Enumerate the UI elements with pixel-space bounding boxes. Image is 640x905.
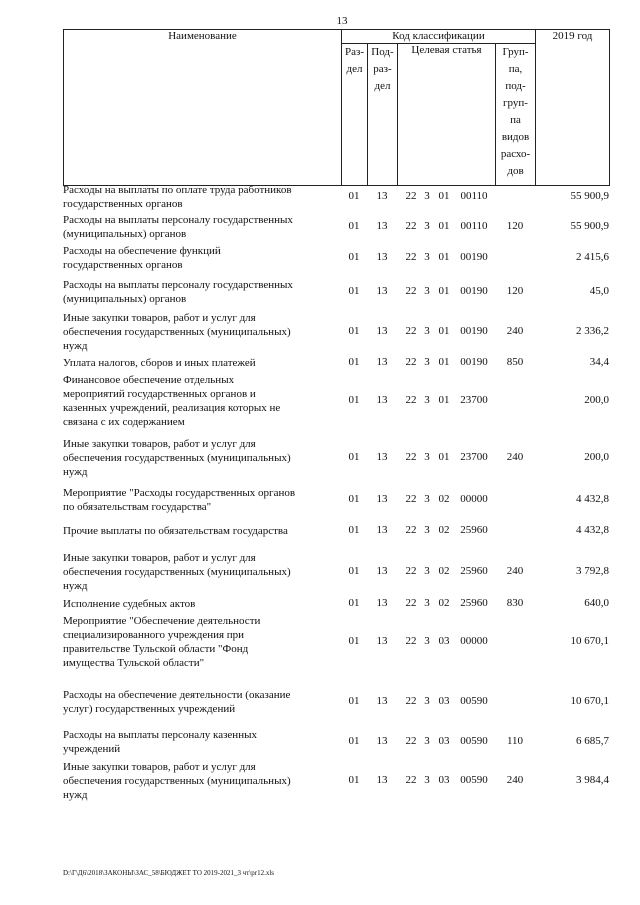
row-code-t2: 3 bbox=[424, 524, 430, 536]
table-row bbox=[63, 551, 609, 593]
row-name-line: услуг) государственных учреждений bbox=[63, 703, 236, 715]
row-name bbox=[63, 356, 341, 370]
podrazdel-line: Под- bbox=[371, 46, 394, 58]
row-code-t1: 22 bbox=[405, 220, 417, 232]
row-code-t4: 00000 bbox=[460, 635, 488, 647]
row-code-p: 13 bbox=[376, 356, 388, 368]
row-code-p: 13 bbox=[376, 695, 388, 707]
row-code-r: 01 bbox=[348, 325, 360, 337]
row-code-t3: 02 bbox=[438, 493, 450, 505]
row-amount: 55 900,9 bbox=[570, 190, 609, 202]
row-amount: 3 984,4 bbox=[576, 774, 609, 786]
row-code-t4: 00000 bbox=[460, 493, 488, 505]
row-name-line: обеспечения государственных (муниципальных) bbox=[63, 566, 291, 578]
row-code-g: 830 bbox=[506, 597, 524, 609]
row-name-line: обеспечения государственных (муниципальных) bbox=[63, 775, 291, 787]
table-row bbox=[63, 213, 609, 241]
row-code-p: 13 bbox=[376, 220, 388, 232]
row-name-line: Мероприятие "Расходы государственных органов bbox=[63, 487, 296, 499]
row-code-t3: 03 bbox=[438, 774, 450, 786]
row-code-t3: 03 bbox=[438, 635, 450, 647]
row-code-r: 01 bbox=[348, 695, 360, 707]
row-code-r: 01 bbox=[348, 220, 360, 232]
row-code-r: 01 bbox=[348, 597, 360, 609]
table-row bbox=[63, 311, 609, 353]
row-code-t2: 3 bbox=[424, 190, 430, 202]
row-name-line: Расходы на выплаты персоналу казенных bbox=[63, 729, 257, 741]
razdel-line: дел bbox=[346, 63, 363, 75]
row-code-t3: 02 bbox=[438, 565, 450, 577]
row-code-g: 120 bbox=[506, 220, 524, 232]
row-name-line: правительстве Тульской области "Фонд bbox=[63, 643, 249, 655]
header-target: Целевая статья bbox=[398, 44, 496, 186]
row-name-line: нужд bbox=[63, 340, 88, 352]
row-code-t3: 02 bbox=[438, 524, 450, 536]
podrazdel-line: дел bbox=[374, 80, 391, 92]
row-code-t4: 23700 bbox=[460, 451, 488, 463]
row-name-line: учреждений bbox=[63, 743, 121, 755]
row-code-t4: 00190 bbox=[460, 356, 488, 368]
row-amount: 640,0 bbox=[584, 597, 609, 609]
row-name-line: обеспечения государственных (муниципальных) bbox=[63, 326, 291, 338]
row-code-p: 13 bbox=[376, 493, 388, 505]
row-code-t3: 02 bbox=[438, 597, 450, 609]
row-name-line: Уплата налогов, сборов и иных платежей bbox=[63, 357, 256, 369]
row-code-t4: 00190 bbox=[460, 285, 488, 297]
table-row bbox=[63, 437, 609, 479]
row-code-t1: 22 bbox=[405, 597, 417, 609]
row-name-line: Иные закупки товаров, работ и услуг для bbox=[63, 552, 256, 564]
row-code-t2: 3 bbox=[424, 565, 430, 577]
row-name-line: Расходы на обеспечение функций bbox=[63, 245, 221, 257]
row-code-t2: 3 bbox=[424, 220, 430, 232]
row-code-p: 13 bbox=[376, 735, 388, 747]
row-code-r: 01 bbox=[348, 394, 360, 406]
page-number: 13 bbox=[336, 15, 348, 27]
row-code-t2: 3 bbox=[424, 325, 430, 337]
row-amount: 3 792,8 bbox=[576, 565, 609, 577]
header-name: Наименование bbox=[64, 30, 342, 186]
row-name bbox=[63, 213, 341, 241]
row-code-p: 13 bbox=[376, 325, 388, 337]
header-podrazdel bbox=[368, 44, 398, 186]
row-code-t1: 22 bbox=[405, 735, 417, 747]
header-group bbox=[496, 44, 536, 186]
row-name-line: Расходы на обеспечение деятельности (оказание bbox=[63, 689, 291, 701]
razdel-line: Раз- bbox=[344, 46, 364, 58]
row-amount: 200,0 bbox=[584, 451, 609, 463]
table-row bbox=[63, 183, 609, 211]
row-code-t4: 00590 bbox=[460, 774, 488, 786]
table-row bbox=[63, 728, 609, 756]
row-code-t1: 22 bbox=[405, 285, 417, 297]
row-code-t3: 03 bbox=[438, 735, 450, 747]
row-code-t1: 22 bbox=[405, 325, 417, 337]
row-name-line: казенных учреждений, реализация которых не bbox=[63, 402, 281, 414]
row-code-r: 01 bbox=[348, 251, 360, 263]
row-code-r: 01 bbox=[348, 493, 360, 505]
row-name bbox=[63, 373, 341, 429]
row-name bbox=[63, 614, 341, 670]
row-code-r: 01 bbox=[348, 285, 360, 297]
row-code-t2: 3 bbox=[424, 394, 430, 406]
row-amount: 10 670,1 bbox=[570, 695, 609, 707]
table-row bbox=[63, 486, 609, 514]
row-code-t4: 00590 bbox=[460, 695, 488, 707]
row-code-t3: 03 bbox=[438, 695, 450, 707]
row-name-line: Мероприятие "Обеспечение деятельности bbox=[63, 615, 261, 627]
row-code-t4: 25960 bbox=[460, 597, 488, 609]
row-name-line: Иные закупки товаров, работ и услуг для bbox=[63, 438, 256, 450]
row-amount: 2 415,6 bbox=[576, 251, 609, 263]
row-code-t2: 3 bbox=[424, 451, 430, 463]
row-name-line: нужд bbox=[63, 789, 88, 801]
group-line: видов bbox=[501, 131, 530, 143]
group-line: па, bbox=[508, 63, 523, 75]
row-name-line: государственных органов bbox=[63, 198, 183, 210]
row-name bbox=[63, 597, 341, 611]
row-name bbox=[63, 760, 341, 802]
row-amount: 55 900,9 bbox=[570, 220, 609, 232]
row-name-line: обеспечения государственных (муниципальных) bbox=[63, 452, 291, 464]
row-code-t4: 00110 bbox=[460, 190, 488, 202]
row-name-line: Расходы на выплаты по оплате труда работников bbox=[63, 184, 292, 196]
row-code-t3: 01 bbox=[438, 394, 450, 406]
file-path-footer: D:\Г\Д6\2018\ЗАКОНЫ\ЗАС_58\БЮДЖЕТ ТО 2019-2021_3 чт\pr12.xls bbox=[63, 869, 275, 877]
row-name bbox=[63, 688, 341, 716]
group-line: под- bbox=[505, 80, 526, 92]
row-code-t1: 22 bbox=[405, 635, 417, 647]
row-code-r: 01 bbox=[348, 356, 360, 368]
row-code-t2: 3 bbox=[424, 695, 430, 707]
table-row bbox=[63, 597, 609, 611]
row-name-line: Финансовое обеспечение отдельных bbox=[63, 374, 235, 386]
row-name-line: (муниципальных) органов bbox=[63, 293, 187, 305]
row-code-p: 13 bbox=[376, 251, 388, 263]
row-name-line: имущества Тульской области" bbox=[63, 657, 205, 669]
row-name bbox=[63, 437, 341, 479]
group-line: Груп- bbox=[502, 46, 529, 58]
row-amount: 4 432,8 bbox=[576, 524, 609, 536]
row-name-line: государственных органов bbox=[63, 259, 183, 271]
row-code-p: 13 bbox=[376, 451, 388, 463]
row-code-g: 240 bbox=[506, 325, 524, 337]
row-code-p: 13 bbox=[376, 597, 388, 609]
row-code-t1: 22 bbox=[405, 356, 417, 368]
table-row bbox=[63, 760, 609, 802]
row-code-p: 13 bbox=[376, 394, 388, 406]
row-code-g: 240 bbox=[506, 774, 524, 786]
row-code-t4: 23700 bbox=[460, 394, 488, 406]
row-name bbox=[63, 728, 341, 756]
table-header bbox=[63, 29, 610, 186]
row-name-line: нужд bbox=[63, 466, 88, 478]
table-row bbox=[63, 373, 609, 429]
row-amount: 6 685,7 bbox=[576, 735, 609, 747]
row-code-t4: 25960 bbox=[460, 524, 488, 536]
row-code-t2: 3 bbox=[424, 774, 430, 786]
header-year: 2019 год bbox=[536, 30, 610, 186]
row-amount: 4 432,8 bbox=[576, 493, 609, 505]
row-name-line: связана с их содержанием bbox=[63, 416, 185, 428]
table-row bbox=[63, 356, 609, 370]
row-code-r: 01 bbox=[348, 774, 360, 786]
row-code-t2: 3 bbox=[424, 356, 430, 368]
row-name-line: мероприятий государственных органов и bbox=[63, 388, 256, 400]
row-name-line: специализированного учреждения при bbox=[63, 629, 245, 641]
row-amount: 34,4 bbox=[589, 356, 609, 368]
row-code-p: 13 bbox=[376, 774, 388, 786]
row-amount: 200,0 bbox=[584, 394, 609, 406]
row-code-r: 01 bbox=[348, 524, 360, 536]
row-code-t1: 22 bbox=[405, 451, 417, 463]
row-name-line: по обязательствам государства" bbox=[63, 501, 212, 513]
row-name-line: Прочие выплаты по обязательствам государства bbox=[63, 525, 288, 537]
row-name bbox=[63, 311, 341, 353]
row-code-g: 110 bbox=[506, 735, 524, 747]
row-code-t4: 00110 bbox=[460, 220, 488, 232]
row-code-t3: 01 bbox=[438, 325, 450, 337]
row-code-t2: 3 bbox=[424, 735, 430, 747]
row-code-r: 01 bbox=[348, 635, 360, 647]
row-name-line: (муниципальных) органов bbox=[63, 228, 187, 240]
row-amount: 45,0 bbox=[589, 285, 609, 297]
row-code-t1: 22 bbox=[405, 524, 417, 536]
row-code-t3: 01 bbox=[438, 220, 450, 232]
row-name bbox=[63, 551, 341, 593]
row-name-line: Иные закупки товаров, работ и услуг для bbox=[63, 312, 256, 324]
row-code-g: 240 bbox=[506, 451, 524, 463]
row-name-line: нужд bbox=[63, 580, 88, 592]
row-code-t1: 22 bbox=[405, 394, 417, 406]
podrazdel-line: раз- bbox=[373, 63, 392, 75]
row-code-r: 01 bbox=[348, 190, 360, 202]
group-line: груп- bbox=[503, 97, 528, 109]
table-row bbox=[63, 688, 609, 716]
row-code-t4: 25960 bbox=[460, 565, 488, 577]
row-code-t1: 22 bbox=[405, 251, 417, 263]
row-name bbox=[63, 486, 341, 514]
table-row bbox=[63, 244, 609, 272]
row-name bbox=[63, 278, 341, 306]
row-code-t3: 01 bbox=[438, 356, 450, 368]
row-code-r: 01 bbox=[348, 565, 360, 577]
row-code-p: 13 bbox=[376, 635, 388, 647]
row-name-line: Исполнение судебных актов bbox=[63, 598, 196, 610]
row-name-line: Иные закупки товаров, работ и услуг для bbox=[63, 761, 256, 773]
row-code-t3: 01 bbox=[438, 251, 450, 263]
row-name-line: Расходы на выплаты персоналу государственных bbox=[63, 279, 293, 291]
row-code-t2: 3 bbox=[424, 251, 430, 263]
row-code-t3: 01 bbox=[438, 451, 450, 463]
group-line: расхо- bbox=[500, 148, 531, 160]
row-code-g: 850 bbox=[506, 356, 524, 368]
row-code-t4: 00190 bbox=[460, 251, 488, 263]
row-amount: 10 670,1 bbox=[570, 635, 609, 647]
row-code-t4: 00190 bbox=[460, 325, 488, 337]
row-code-p: 13 bbox=[376, 285, 388, 297]
row-code-t2: 3 bbox=[424, 597, 430, 609]
group-line: дов bbox=[507, 165, 524, 177]
row-name bbox=[63, 244, 341, 272]
row-code-t1: 22 bbox=[405, 774, 417, 786]
row-code-r: 01 bbox=[348, 735, 360, 747]
row-code-p: 13 bbox=[376, 565, 388, 577]
row-code-t3: 01 bbox=[438, 190, 450, 202]
row-code-t3: 01 bbox=[438, 285, 450, 297]
header-code-group: Код классификации bbox=[342, 30, 536, 44]
table-row bbox=[63, 524, 609, 538]
row-code-t1: 22 bbox=[405, 493, 417, 505]
row-code-t2: 3 bbox=[424, 285, 430, 297]
group-line: па bbox=[510, 114, 521, 126]
row-code-t1: 22 bbox=[405, 565, 417, 577]
row-code-p: 13 bbox=[376, 190, 388, 202]
row-name bbox=[63, 183, 341, 211]
row-name bbox=[63, 524, 341, 538]
row-code-t1: 22 bbox=[405, 695, 417, 707]
row-amount: 2 336,2 bbox=[576, 325, 609, 337]
row-name-line: Расходы на выплаты персоналу государственных bbox=[63, 214, 293, 226]
header-razdel bbox=[342, 44, 368, 186]
table-row bbox=[63, 278, 609, 306]
row-code-t2: 3 bbox=[424, 635, 430, 647]
row-code-t1: 22 bbox=[405, 190, 417, 202]
table-row bbox=[63, 614, 609, 670]
row-code-g: 120 bbox=[506, 285, 524, 297]
row-code-t2: 3 bbox=[424, 493, 430, 505]
row-code-t4: 00590 bbox=[460, 735, 488, 747]
row-code-r: 01 bbox=[348, 451, 360, 463]
row-code-g: 240 bbox=[506, 565, 524, 577]
row-code-p: 13 bbox=[376, 524, 388, 536]
